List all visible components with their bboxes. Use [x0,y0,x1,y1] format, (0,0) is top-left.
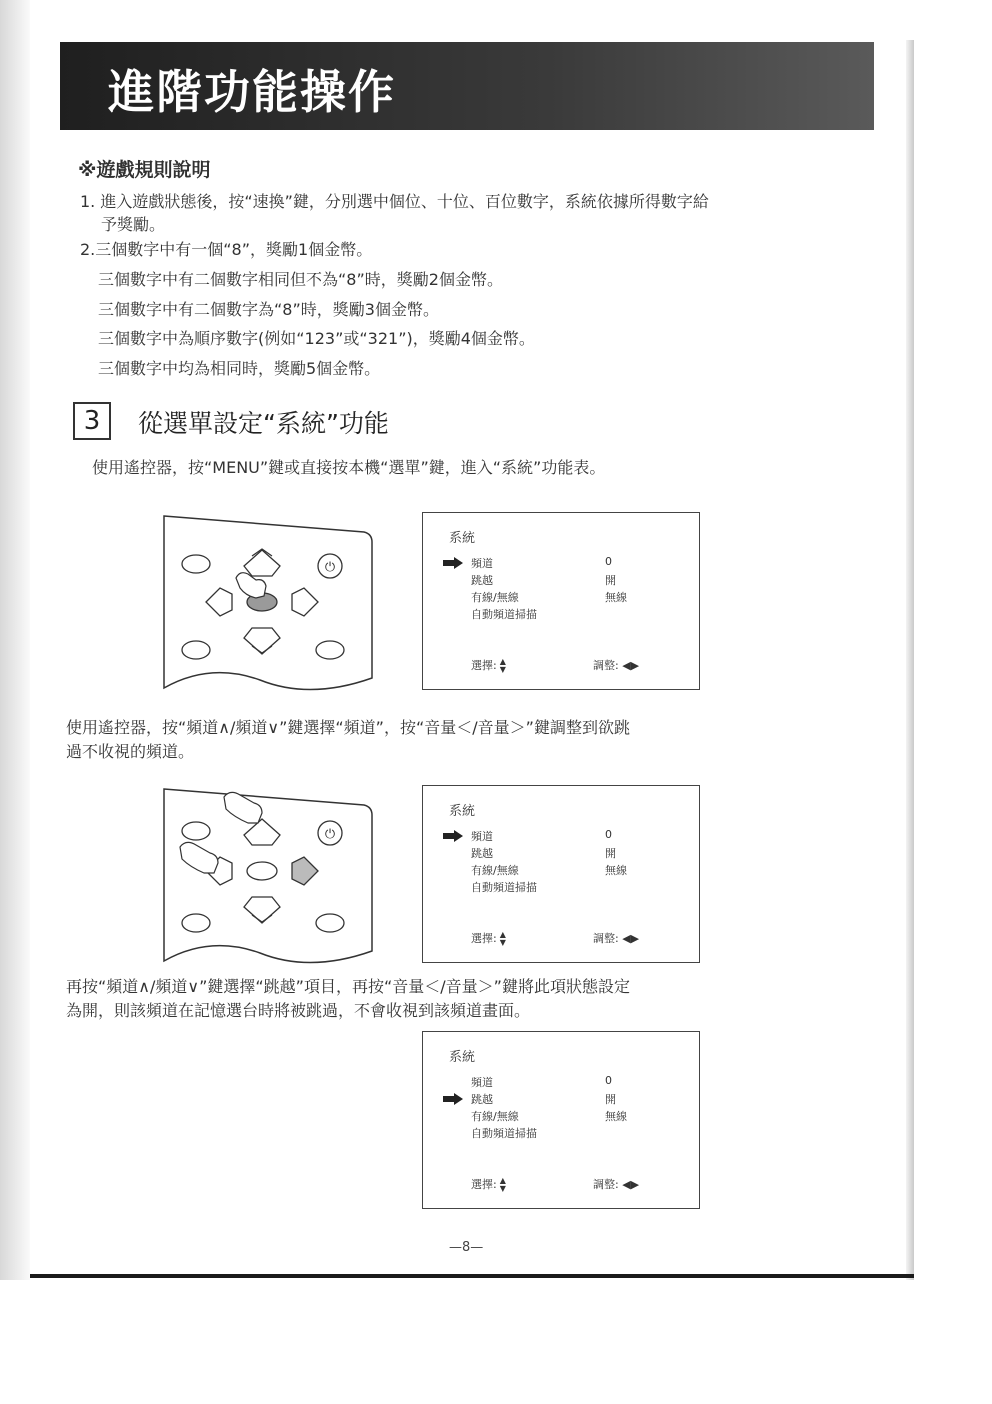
selection-arrow-icon [443,1093,463,1105]
up-down-triangle-icon: ▲ ▼ [499,657,506,674]
menu-item-channel [471,828,691,845]
menu-title: 系統 [449,1050,476,1065]
menu-item-value: 無線 [605,864,627,877]
section-number-box [73,402,111,440]
system-menu-panel [422,785,700,963]
display-button [316,641,344,659]
menu-adjust-hint [593,930,639,946]
page-number: —8— [449,1240,484,1255]
rules-line: 予獎勵。 [101,215,166,234]
rules-line: 三個數字中有二個數字相同但不為“8”時，獎勵2個金幣。 [98,270,503,289]
step3-line: 再按“頻道∧/頻道∨”鍵選擇“跳越”項目，再按“音量＜/音量＞”鍵將此項狀態設定 [66,977,630,996]
power-icon: ⏻ [324,827,336,842]
menu-item-value: 無線 [605,591,627,604]
menu-item-value: 0 [605,1074,612,1087]
up-down-triangle-icon: ▲ ▼ [499,1176,506,1193]
menu-item-auto-scan [471,1125,691,1142]
menu-item-skip [471,1091,691,1108]
menu-item-label: 自動頻道掃描 [471,608,537,621]
step3-line: 為開，則該頻道在記憶選台時將被跳過，不會收視到該頻道畫面。 [66,1001,531,1020]
rules-line: 三個數字中均為相同時，獎勵5個金幣。 [98,359,381,378]
input-source-button [182,555,210,573]
adjust-label: 調整: [593,659,619,672]
menu-item-label: 頻道 [471,830,493,843]
menu-item-skip [471,572,691,589]
rules-line: 三個數字中有二個數字為“8”時，獎勵3個金幣。 [98,300,439,319]
rules-line: 1. 進入遊戲狀態後，按“速換”鍵，分別選中個位、十位、百位數字，系統依據所得數字給 [80,192,709,211]
step2-line: 過不收視的頻道。 [66,742,195,761]
selection-arrow-icon [443,830,463,842]
menu-item-channel [471,1074,691,1091]
menu-item-label: 有線/無線 [471,591,519,604]
header-banner [60,42,874,130]
menu-item-label: 頻道 [471,557,493,570]
menu-item-label: 頻道 [471,1076,493,1089]
adjust-label: 調整: [593,932,619,945]
menu-item-value: 開 [605,1093,616,1106]
section-intro: 使用遙控器，按“MENU”鍵或直接按本機“選單”鍵，進入“系統”功能表。 [92,458,606,477]
menu-item-cable-wireless [471,589,691,606]
menu-select-hint [471,1176,506,1193]
rules-line: 三個數字中為順序數字(例如“123”或“321”)，獎勵4個金幣。 [98,329,535,348]
remote-illustration [160,510,388,698]
menu-adjust-hint [593,657,639,673]
rules-line: 2.三個數字中有一個“8”，獎勵1個金幣。 [80,240,373,259]
system-menu-panel [422,1031,700,1209]
system-menu-panel [422,512,700,690]
step2-line: 使用遙控器，按“頻道∧/頻道∨”鍵選擇“頻道”，按“音量＜/音量＞”鍵調整到欲跳 [66,718,630,737]
select-label: 選擇: [471,659,497,672]
left-right-triangle-icon: ◀▶ [622,659,640,672]
power-icon: ⏻ [324,560,336,575]
menu-button [247,862,277,880]
menu-item-auto-scan [471,879,691,896]
menu-item-value: 0 [605,828,612,841]
menu-item-label: 跳越 [471,1093,493,1106]
menu-item-skip [471,845,691,862]
swap-button [182,641,210,659]
menu-item-cable-wireless [471,862,691,879]
menu-item-label: 有線/無線 [471,864,519,877]
select-label: 選擇: [471,1178,497,1191]
rules-heading: ※遊戲規則說明 [78,159,211,181]
section-title: 從選單設定“系統”功能 [138,409,389,438]
menu-item-value: 無線 [605,1110,627,1123]
left-right-triangle-icon: ◀▶ [622,932,640,945]
menu-item-auto-scan [471,606,691,623]
adjust-label: 調整: [593,1178,619,1191]
menu-item-value: 開 [605,574,616,587]
swap-button [182,914,210,932]
menu-item-label: 跳越 [471,574,493,587]
menu-title: 系統 [449,804,476,819]
page-title: 進階功能操作 [108,65,396,119]
section-number: 3 [83,406,101,436]
remote-illustration [160,783,388,971]
menu-title: 系統 [449,531,476,546]
menu-item-label: 自動頻道掃描 [471,1127,537,1140]
menu-select-hint [471,657,506,674]
menu-select-hint [471,930,506,947]
select-label: 選擇: [471,932,497,945]
input-source-button [182,822,210,840]
page-edge-shadow-right [906,40,914,1280]
menu-item-value: 0 [605,555,612,568]
bottom-rule [30,1274,914,1278]
display-button [316,914,344,932]
menu-item-cable-wireless [471,1108,691,1125]
menu-item-value: 開 [605,847,616,860]
selection-arrow-icon [443,557,463,569]
page-edge-shadow-left [0,0,30,1280]
left-right-triangle-icon: ◀▶ [622,1178,640,1191]
menu-item-channel [471,555,691,572]
menu-item-label: 有線/無線 [471,1110,519,1123]
menu-item-label: 跳越 [471,847,493,860]
menu-adjust-hint [593,1176,639,1192]
menu-item-label: 自動頻道掃描 [471,881,537,894]
up-down-triangle-icon: ▲ ▼ [499,930,506,947]
